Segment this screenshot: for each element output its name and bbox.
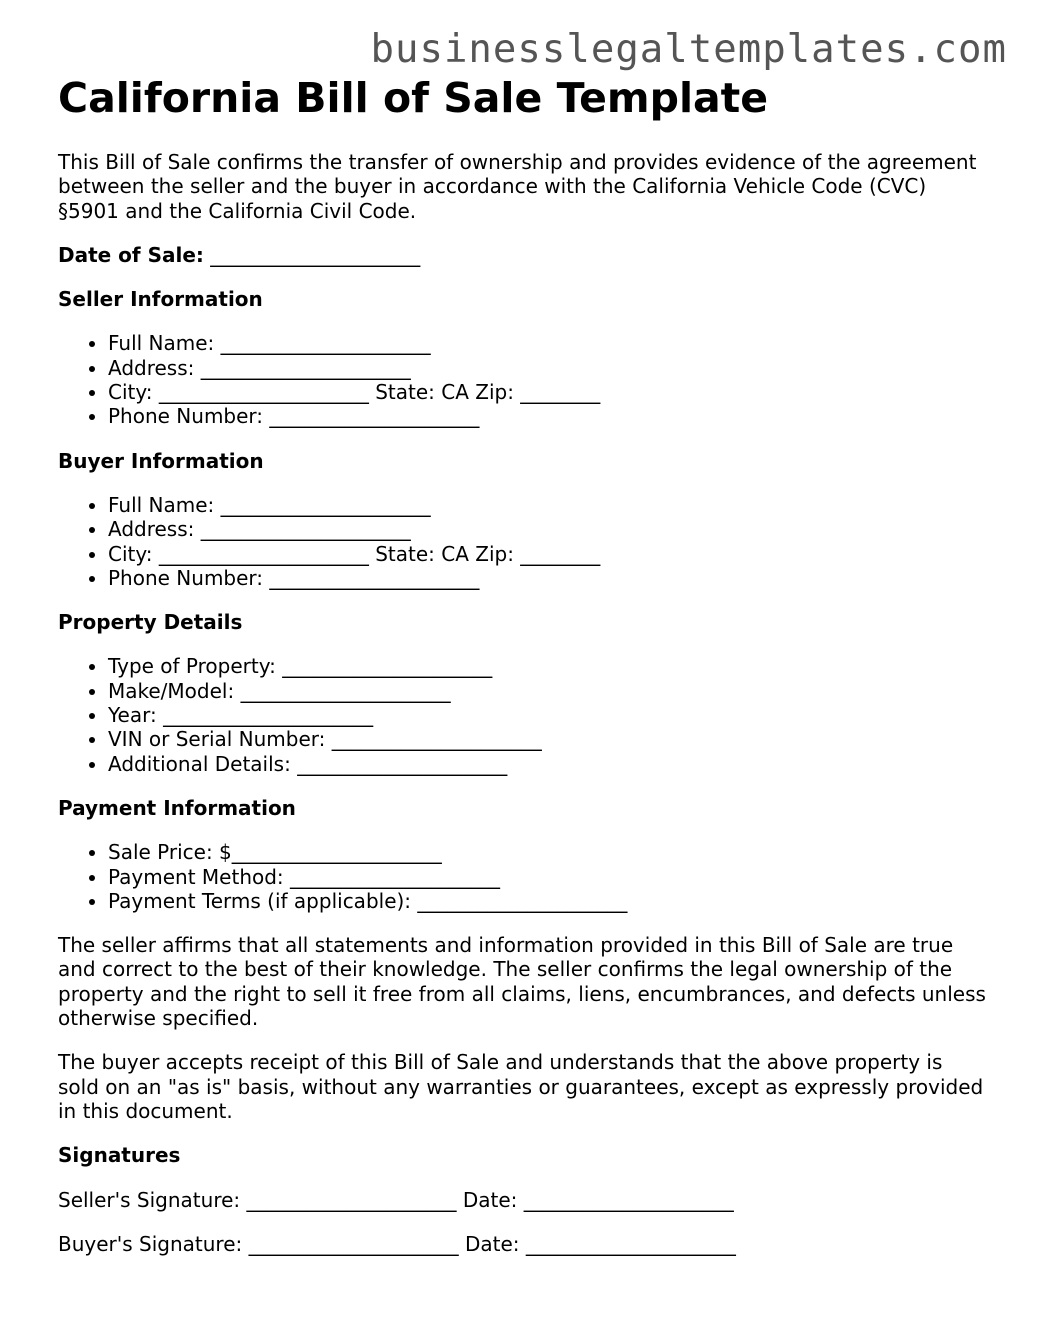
buyer-full-name[interactable]: • Full Name: _____________________ <box>108 493 988 517</box>
payment-heading: Payment Information <box>58 795 296 820</box>
seller-full-name[interactable]: • Full Name: _____________________ <box>108 331 988 355</box>
property-type[interactable]: • Type of Property: _____________________ <box>108 654 988 678</box>
document-title: California Bill of Sale Template <box>58 74 769 122</box>
watermark: businesslegaltemplates.com <box>370 27 1007 72</box>
buyer-list <box>58 493 988 590</box>
seller-address[interactable]: • Address: _____________________ <box>108 356 988 380</box>
document-body <box>58 72 988 1256</box>
buyer-phone[interactable]: • Phone Number: _____________________ <box>108 566 988 590</box>
date-of-sale-label: Date of Sale: <box>58 242 204 267</box>
buyer-city-state-zip[interactable]: • City: _____________________ State: CA Zip: ________ <box>108 542 988 566</box>
property-make-model[interactable]: • Make/Model: _____________________ <box>108 679 988 703</box>
seller-phone[interactable]: • Phone Number: _____________________ <box>108 404 988 428</box>
payment-list <box>58 840 988 913</box>
buyer-acceptance-paragraph: The buyer accepts receipt of this Bill of Sale and understands that the above property is sold on an "as is" basis, without any warranties or guarantees, except as expressly provided in this document. <box>58 1050 984 1123</box>
date-of-sale-field <box>58 243 988 267</box>
buyer-address[interactable]: • Address: _____________________ <box>108 517 988 541</box>
payment-terms[interactable]: • Payment Terms (if applicable): _____________________ <box>108 889 988 913</box>
intro-paragraph: This Bill of Sale confirms the transfer of ownership and provides evidence of the agreement between the seller and the buyer in accordance with the California Vehicle Code (CVC) §5901 and the California Civil Code. <box>58 150 977 223</box>
seller-heading: Seller Information <box>58 287 263 312</box>
property-additional-details[interactable]: • Additional Details: _____________________ <box>108 752 988 776</box>
seller-affirmation-paragraph: The seller affirms that all statements and information provided in this Bill of Sale are true and correct to the best of their knowledge. The seller confirms the legal ownership of the property and the right to sell it free from all claims, liens, encumbrances, and defects unless otherwise specified. <box>58 933 986 1031</box>
property-heading: Property Details <box>58 610 243 635</box>
seller-city-state-zip[interactable]: • City: _____________________ State: CA Zip: ________ <box>108 380 988 404</box>
signatures-heading: Signatures <box>58 1143 181 1168</box>
seller-list <box>58 331 988 428</box>
payment-method[interactable]: • Payment Method: _____________________ <box>108 865 988 889</box>
payment-sale-price[interactable]: • Sale Price: $_____________________ <box>108 840 988 864</box>
property-list <box>58 654 988 775</box>
date-of-sale-blank[interactable]: _____________________ <box>210 242 421 267</box>
buyer-signature-line[interactable]: Buyer's Signature: _____________________ Date: _____________________ <box>58 1231 736 1256</box>
buyer-heading: Buyer Information <box>58 448 264 473</box>
seller-signature-line[interactable]: Seller's Signature: _____________________ Date: _____________________ <box>58 1187 734 1212</box>
property-year[interactable]: • Year: _____________________ <box>108 703 988 727</box>
property-vin[interactable]: • VIN or Serial Number: _____________________ <box>108 727 988 751</box>
